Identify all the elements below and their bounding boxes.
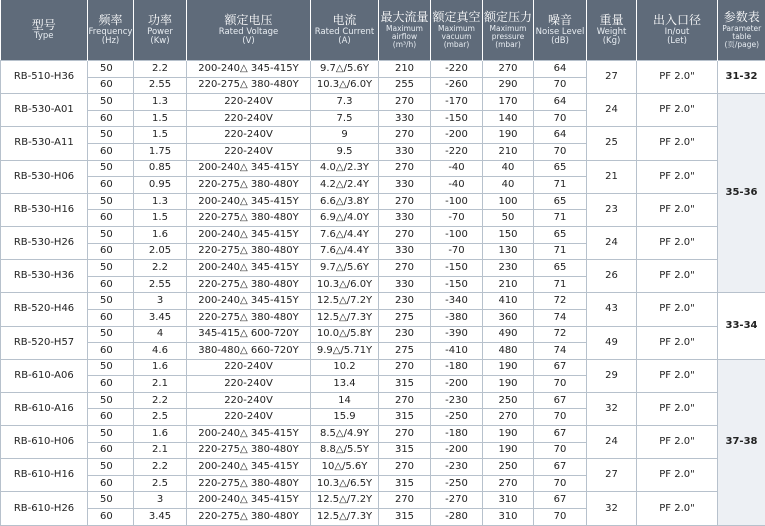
table-row: [1, 193, 765, 210]
power-cell: 0.85: [134, 160, 187, 177]
vacuum-cell: -200: [431, 376, 483, 393]
noise-cell: 71: [534, 177, 587, 194]
inout-cell: PF 2.0": [637, 260, 718, 293]
table-row: [1, 492, 765, 509]
voltage-cell: 220-240V: [187, 392, 311, 409]
freq-cell: 60: [88, 77, 134, 94]
noise-cell: 71: [534, 210, 587, 227]
current-cell: 12.5△/7.2Y: [311, 293, 379, 310]
power-cell: 1.3: [134, 193, 187, 210]
current-cell: 10.2: [311, 359, 379, 376]
pressure-cell: 190: [483, 127, 534, 144]
weight-cell: 23: [587, 193, 637, 226]
noise-cell: 67: [534, 392, 587, 409]
table-row: [1, 61, 765, 78]
freq-cell: 50: [88, 226, 134, 243]
vacuum-cell: -260: [431, 77, 483, 94]
pressure-cell: 150: [483, 226, 534, 243]
voltage-cell: 220-240V: [187, 127, 311, 144]
power-cell: 2.1: [134, 442, 187, 459]
current-cell: 9: [311, 127, 379, 144]
airflow-cell: 270: [379, 426, 431, 443]
noise-cell: 65: [534, 160, 587, 177]
voltage-cell: 220-275△ 380-480Y: [187, 177, 311, 194]
voltage-cell: 220-240V: [187, 409, 311, 426]
freq-cell: 60: [88, 177, 134, 194]
table-row: [1, 359, 765, 376]
col-header-type: 型号 Type: [1, 0, 88, 61]
power-cell: 2.1: [134, 376, 187, 393]
noise-cell: 71: [534, 243, 587, 260]
freq-cell: 60: [88, 376, 134, 393]
pressure-cell: 310: [483, 509, 534, 526]
freq-cell: 60: [88, 442, 134, 459]
vacuum-cell: -230: [431, 392, 483, 409]
current-cell: 6.6△/3.8Y: [311, 193, 379, 210]
pressure-cell: 190: [483, 442, 534, 459]
airflow-cell: 210: [379, 61, 431, 78]
airflow-cell: 230: [379, 293, 431, 310]
pressure-cell: 190: [483, 426, 534, 443]
inout-cell: PF 2.0": [637, 127, 718, 160]
noise-cell: 67: [534, 426, 587, 443]
airflow-cell: 330: [379, 110, 431, 127]
power-cell: 2.05: [134, 243, 187, 260]
weight-cell: 27: [587, 61, 637, 94]
col-header-noise: 噪音 Noise Level (dB): [534, 0, 587, 61]
airflow-cell: 270: [379, 459, 431, 476]
freq-cell: 60: [88, 143, 134, 160]
current-cell: 10.0△/5.8Y: [311, 326, 379, 343]
airflow-cell: 255: [379, 77, 431, 94]
airflow-cell: 330: [379, 210, 431, 227]
pressure-cell: 50: [483, 210, 534, 227]
noise-cell: 70: [534, 475, 587, 492]
freq-cell: 50: [88, 492, 134, 509]
voltage-cell: 200-240△ 345-415Y: [187, 426, 311, 443]
pressure-cell: 170: [483, 94, 534, 111]
freq-cell: 60: [88, 210, 134, 227]
model-cell: RB-530-H36: [1, 260, 88, 293]
freq-cell: 60: [88, 276, 134, 293]
freq-cell: 50: [88, 160, 134, 177]
pressure-cell: 210: [483, 143, 534, 160]
table-row: [1, 459, 765, 476]
airflow-cell: 315: [379, 376, 431, 393]
vacuum-cell: -250: [431, 409, 483, 426]
inout-cell: PF 2.0": [637, 359, 718, 392]
airflow-cell: 275: [379, 343, 431, 360]
weight-cell: 24: [587, 426, 637, 459]
voltage-cell: 200-240△ 345-415Y: [187, 492, 311, 509]
voltage-cell: 345-415△ 600-720Y: [187, 326, 311, 343]
weight-cell: 24: [587, 94, 637, 127]
power-cell: 4: [134, 326, 187, 343]
noise-cell: 70: [534, 409, 587, 426]
airflow-cell: 270: [379, 193, 431, 210]
power-cell: 3.45: [134, 309, 187, 326]
weight-cell: 43: [587, 293, 637, 326]
weight-cell: 27: [587, 459, 637, 492]
voltage-cell: 200-240△ 345-415Y: [187, 459, 311, 476]
noise-cell: 64: [534, 61, 587, 78]
noise-cell: 67: [534, 359, 587, 376]
model-cell: RB-530-H06: [1, 160, 88, 193]
noise-cell: 74: [534, 343, 587, 360]
airflow-cell: 315: [379, 509, 431, 526]
vacuum-cell: -220: [431, 143, 483, 160]
freq-cell: 60: [88, 309, 134, 326]
voltage-cell: 220-275△ 380-480Y: [187, 210, 311, 227]
pressure-cell: 270: [483, 409, 534, 426]
airflow-cell: 270: [379, 260, 431, 277]
power-cell: 2.55: [134, 77, 187, 94]
voltage-cell: 220-240V: [187, 143, 311, 160]
vacuum-cell: -390: [431, 326, 483, 343]
freq-cell: 50: [88, 61, 134, 78]
power-cell: 3: [134, 293, 187, 310]
power-cell: 3: [134, 492, 187, 509]
pressure-cell: 230: [483, 260, 534, 277]
pressure-cell: 360: [483, 309, 534, 326]
model-cell: RB-510-H36: [1, 61, 88, 94]
weight-cell: 26: [587, 260, 637, 293]
power-cell: 2.2: [134, 459, 187, 476]
col-header-frequency: 频率 Frequency (Hz): [88, 0, 134, 61]
power-cell: 2.55: [134, 276, 187, 293]
power-cell: 1.6: [134, 226, 187, 243]
weight-cell: 32: [587, 492, 637, 525]
vacuum-cell: -100: [431, 193, 483, 210]
freq-cell: 60: [88, 110, 134, 127]
power-cell: 2.2: [134, 260, 187, 277]
col-header-weight: 重量 Weight (Kg): [587, 0, 637, 61]
model-cell: RB-530-H16: [1, 193, 88, 226]
voltage-cell: 200-240△ 345-415Y: [187, 260, 311, 277]
noise-cell: 70: [534, 110, 587, 127]
voltage-cell: 220-240V: [187, 376, 311, 393]
noise-cell: 74: [534, 309, 587, 326]
col-header-power: 功率 Power (Kw): [134, 0, 187, 61]
weight-cell: 49: [587, 326, 637, 359]
model-cell: RB-530-A01: [1, 94, 88, 127]
table-row: [1, 260, 765, 277]
model-cell: RB-610-A16: [1, 392, 88, 425]
airflow-cell: 330: [379, 177, 431, 194]
vacuum-cell: -70: [431, 243, 483, 260]
current-cell: 9.7△/5.6Y: [311, 61, 379, 78]
pressure-cell: 40: [483, 160, 534, 177]
airflow-cell: 270: [379, 94, 431, 111]
vacuum-cell: -410: [431, 343, 483, 360]
inout-cell: PF 2.0": [637, 392, 718, 425]
noise-cell: 67: [534, 492, 587, 509]
inout-cell: PF 2.0": [637, 326, 718, 359]
col-header-airflow: 最大流量 Maximum airflow (m³/h): [379, 0, 431, 61]
voltage-cell: 220-240V: [187, 110, 311, 127]
col-header-pressure: 额定压力 Maximum pressure (mbar): [483, 0, 534, 61]
freq-cell: 50: [88, 293, 134, 310]
vacuum-cell: -180: [431, 359, 483, 376]
freq-cell: 60: [88, 409, 134, 426]
freq-cell: 50: [88, 94, 134, 111]
table-row: [1, 94, 765, 111]
airflow-cell: 270: [379, 160, 431, 177]
inout-cell: PF 2.0": [637, 94, 718, 127]
vacuum-cell: -40: [431, 177, 483, 194]
vacuum-cell: -70: [431, 210, 483, 227]
noise-cell: 70: [534, 442, 587, 459]
current-cell: 10.3△/6.0Y: [311, 77, 379, 94]
pressure-cell: 270: [483, 61, 534, 78]
current-cell: 10.3△/6.0Y: [311, 276, 379, 293]
pressure-cell: 140: [483, 110, 534, 127]
model-cell: RB-610-H16: [1, 459, 88, 492]
current-cell: 10.3△/6.5Y: [311, 475, 379, 492]
table-header: [1, 0, 765, 61]
power-cell: 4.6: [134, 343, 187, 360]
vacuum-cell: -270: [431, 492, 483, 509]
freq-cell: 60: [88, 475, 134, 492]
voltage-cell: 200-240△ 345-415Y: [187, 226, 311, 243]
table-row: [1, 226, 765, 243]
inout-cell: PF 2.0": [637, 193, 718, 226]
model-cell: RB-610-H26: [1, 492, 88, 525]
freq-cell: 50: [88, 260, 134, 277]
weight-cell: 32: [587, 392, 637, 425]
airflow-cell: 275: [379, 309, 431, 326]
current-cell: 7.3: [311, 94, 379, 111]
vacuum-cell: -200: [431, 127, 483, 144]
pressure-cell: 250: [483, 459, 534, 476]
power-cell: 1.5: [134, 127, 187, 144]
noise-cell: 64: [534, 127, 587, 144]
pressure-cell: 480: [483, 343, 534, 360]
power-cell: 1.5: [134, 210, 187, 227]
voltage-cell: 220-275△ 380-480Y: [187, 243, 311, 260]
pressure-cell: 210: [483, 276, 534, 293]
vacuum-cell: -150: [431, 110, 483, 127]
power-cell: 2.2: [134, 61, 187, 78]
col-header-vacuum: 额定真空 Maximum vacuum (mbar): [431, 0, 483, 61]
airflow-cell: 270: [379, 359, 431, 376]
voltage-cell: 200-240△ 345-415Y: [187, 193, 311, 210]
voltage-cell: 220-275△ 380-480Y: [187, 77, 311, 94]
noise-cell: 72: [534, 326, 587, 343]
voltage-cell: 220-275△ 380-480Y: [187, 475, 311, 492]
current-cell: 12.5△/7.2Y: [311, 492, 379, 509]
freq-cell: 50: [88, 459, 134, 476]
page-ref-cell: 31-32: [718, 61, 765, 94]
pressure-cell: 130: [483, 243, 534, 260]
pressure-cell: 490: [483, 326, 534, 343]
current-cell: 14: [311, 392, 379, 409]
current-cell: 7.6△/4.4Y: [311, 243, 379, 260]
power-cell: 1.6: [134, 359, 187, 376]
voltage-cell: 220-240V: [187, 94, 311, 111]
freq-cell: 50: [88, 326, 134, 343]
voltage-cell: 220-275△ 380-480Y: [187, 442, 311, 459]
current-cell: 12.5△/7.3Y: [311, 309, 379, 326]
inout-cell: PF 2.0": [637, 160, 718, 193]
inout-cell: PF 2.0": [637, 226, 718, 259]
vacuum-cell: -230: [431, 459, 483, 476]
current-cell: 9.9△/5.71Y: [311, 343, 379, 360]
model-cell: RB-530-H26: [1, 226, 88, 259]
noise-cell: 65: [534, 260, 587, 277]
pressure-cell: 270: [483, 475, 534, 492]
power-cell: 1.3: [134, 94, 187, 111]
vacuum-cell: -100: [431, 226, 483, 243]
inout-cell: PF 2.0": [637, 61, 718, 94]
current-cell: 8.8△/5.5Y: [311, 442, 379, 459]
pressure-cell: 310: [483, 492, 534, 509]
vacuum-cell: -340: [431, 293, 483, 310]
freq-cell: 50: [88, 359, 134, 376]
pressure-cell: 190: [483, 376, 534, 393]
power-cell: 1.6: [134, 426, 187, 443]
voltage-cell: 200-240△ 345-415Y: [187, 293, 311, 310]
voltage-cell: 220-275△ 380-480Y: [187, 309, 311, 326]
power-cell: 2.2: [134, 392, 187, 409]
col-header-inout: 出入口径 In/out (Let): [637, 0, 718, 61]
freq-cell: 50: [88, 193, 134, 210]
power-cell: 0.95: [134, 177, 187, 194]
pressure-cell: 250: [483, 392, 534, 409]
noise-cell: 71: [534, 276, 587, 293]
power-cell: 1.75: [134, 143, 187, 160]
vacuum-cell: -250: [431, 475, 483, 492]
noise-cell: 70: [534, 509, 587, 526]
current-cell: 6.9△/4.0Y: [311, 210, 379, 227]
airflow-cell: 270: [379, 392, 431, 409]
voltage-cell: 220-275△ 380-480Y: [187, 276, 311, 293]
airflow-cell: 330: [379, 276, 431, 293]
power-cell: 3.45: [134, 509, 187, 526]
vacuum-cell: -380: [431, 309, 483, 326]
vacuum-cell: -280: [431, 509, 483, 526]
noise-cell: 70: [534, 77, 587, 94]
inout-cell: PF 2.0": [637, 293, 718, 326]
airflow-cell: 315: [379, 442, 431, 459]
model-cell: RB-520-H46: [1, 293, 88, 326]
inout-cell: PF 2.0": [637, 426, 718, 459]
current-cell: 9.7△/5.6Y: [311, 260, 379, 277]
pressure-cell: 100: [483, 193, 534, 210]
noise-cell: 72: [534, 293, 587, 310]
voltage-cell: 220-240V: [187, 359, 311, 376]
vacuum-cell: -150: [431, 260, 483, 277]
pressure-cell: 190: [483, 359, 534, 376]
freq-cell: 60: [88, 509, 134, 526]
vacuum-cell: -40: [431, 160, 483, 177]
current-cell: 8.5△/4.9Y: [311, 426, 379, 443]
airflow-cell: 230: [379, 326, 431, 343]
airflow-cell: 330: [379, 243, 431, 260]
freq-cell: 50: [88, 426, 134, 443]
model-cell: RB-520-H57: [1, 326, 88, 359]
table-row: [1, 392, 765, 409]
noise-cell: 67: [534, 459, 587, 476]
current-cell: 4.2△/2.4Y: [311, 177, 379, 194]
vacuum-cell: -200: [431, 442, 483, 459]
inout-cell: PF 2.0": [637, 492, 718, 525]
freq-cell: 50: [88, 127, 134, 144]
vacuum-cell: -170: [431, 94, 483, 111]
weight-cell: 21: [587, 160, 637, 193]
model-cell: RB-610-A06: [1, 359, 88, 392]
current-cell: 7.6△/4.4Y: [311, 226, 379, 243]
noise-cell: 70: [534, 143, 587, 160]
current-cell: 9.5: [311, 143, 379, 160]
current-cell: 15.9: [311, 409, 379, 426]
freq-cell: 50: [88, 392, 134, 409]
voltage-cell: 200-240△ 345-415Y: [187, 160, 311, 177]
weight-cell: 29: [587, 359, 637, 392]
voltage-cell: 220-275△ 380-480Y: [187, 509, 311, 526]
col-header-voltage: 额定电压 Rated Voltage (V): [187, 0, 311, 61]
power-cell: 2.5: [134, 409, 187, 426]
freq-cell: 60: [88, 343, 134, 360]
pressure-cell: 40: [483, 177, 534, 194]
vacuum-cell: -180: [431, 426, 483, 443]
voltage-cell: 200-240△ 345-415Y: [187, 61, 311, 78]
model-cell: RB-530-A11: [1, 127, 88, 160]
model-cell: RB-610-H06: [1, 426, 88, 459]
vacuum-cell: -220: [431, 61, 483, 78]
airflow-cell: 270: [379, 226, 431, 243]
pressure-cell: 410: [483, 293, 534, 310]
airflow-cell: 315: [379, 409, 431, 426]
inout-cell: PF 2.0": [637, 459, 718, 492]
table-row: [1, 426, 765, 443]
weight-cell: 24: [587, 226, 637, 259]
table-row: [1, 293, 765, 310]
page-ref-cell: 33-34: [718, 293, 765, 359]
airflow-cell: 330: [379, 143, 431, 160]
table-row: [1, 160, 765, 177]
table-row: [1, 326, 765, 343]
power-cell: 1.5: [134, 110, 187, 127]
airflow-cell: 270: [379, 492, 431, 509]
airflow-cell: 315: [379, 475, 431, 492]
power-cell: 2.5: [134, 475, 187, 492]
voltage-cell: 380-480△ 660-720Y: [187, 343, 311, 360]
noise-cell: 65: [534, 193, 587, 210]
noise-cell: 65: [534, 226, 587, 243]
noise-cell: 70: [534, 376, 587, 393]
page-ref-cell: 37-38: [718, 359, 765, 525]
col-header-current: 电流 Rated Current (A): [311, 0, 379, 61]
page-ref-cell: 35-36: [718, 94, 765, 293]
table-body: [1, 61, 765, 526]
current-cell: 10△/5.6Y: [311, 459, 379, 476]
noise-cell: 64: [534, 94, 587, 111]
col-header-parameter-table: 参数表 Parameter table (页/page): [718, 0, 765, 61]
current-cell: 12.5△/7.3Y: [311, 509, 379, 526]
weight-cell: 25: [587, 127, 637, 160]
pressure-cell: 290: [483, 77, 534, 94]
current-cell: 7.5: [311, 110, 379, 127]
current-cell: 13.4: [311, 376, 379, 393]
freq-cell: 60: [88, 243, 134, 260]
table-row: [1, 127, 765, 144]
airflow-cell: 270: [379, 127, 431, 144]
vacuum-cell: -150: [431, 276, 483, 293]
current-cell: 4.0△/2.3Y: [311, 160, 379, 177]
